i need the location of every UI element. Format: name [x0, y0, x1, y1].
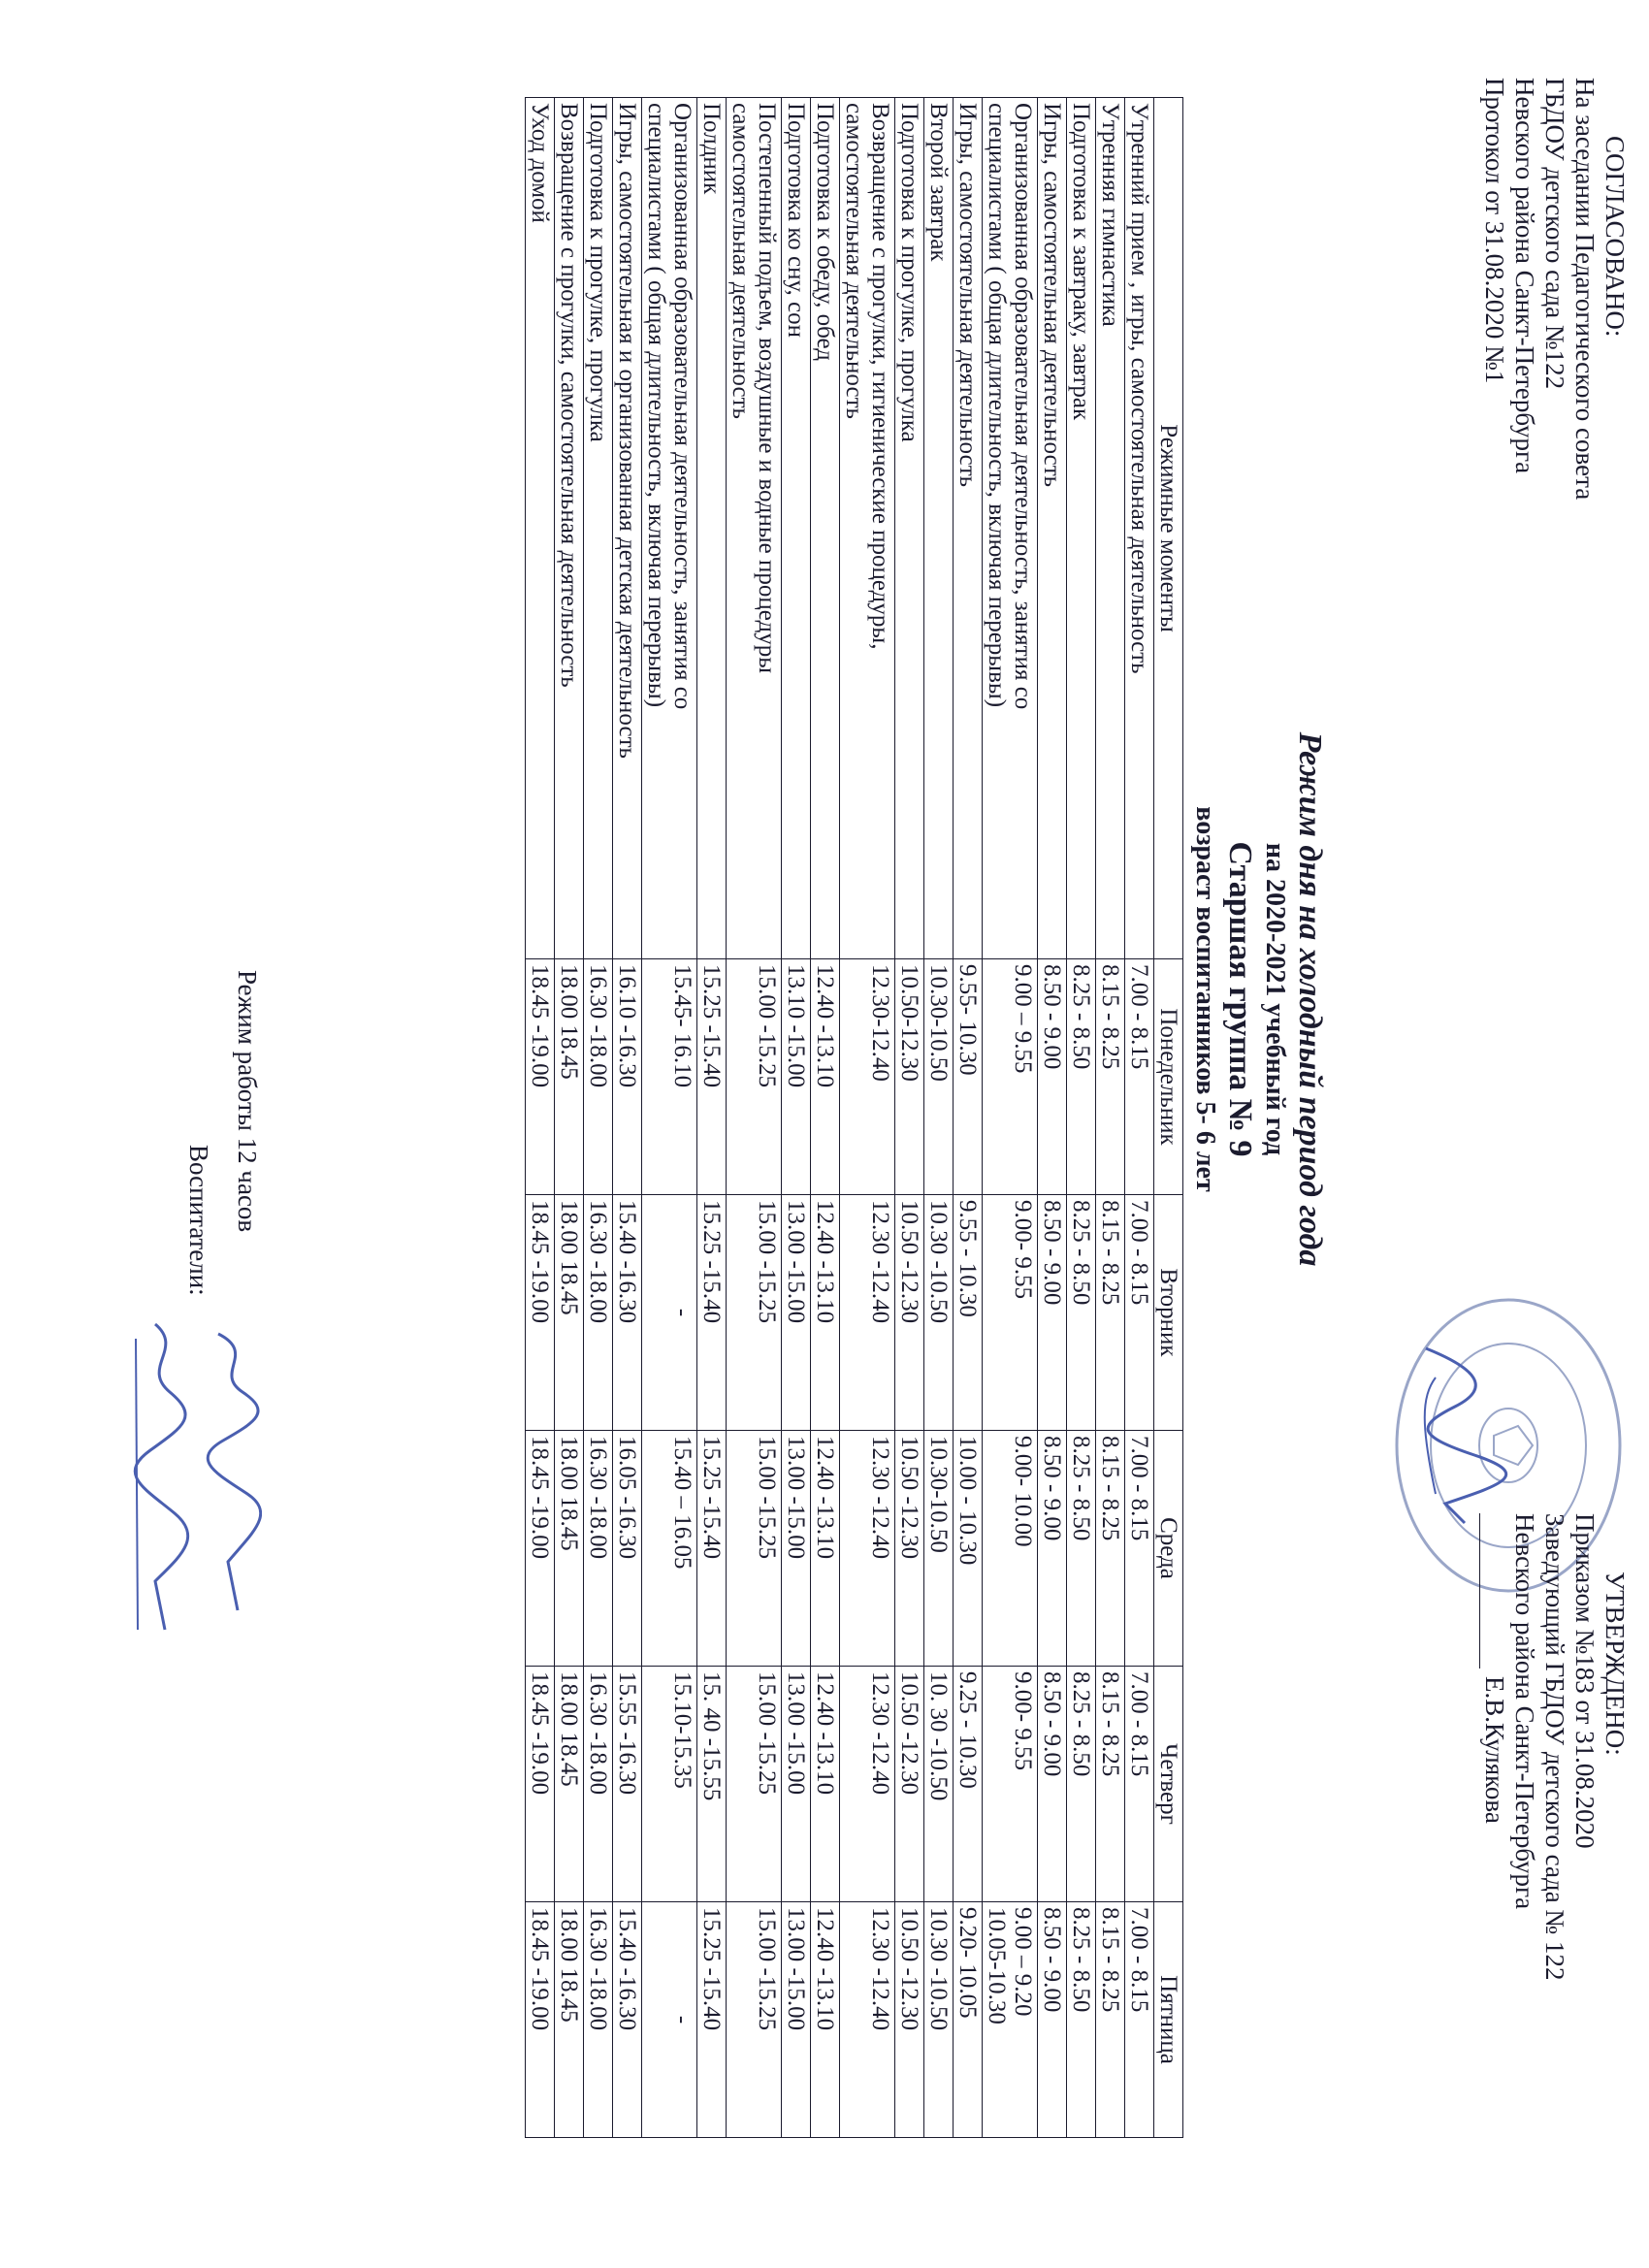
header-cell: Понедельник [1154, 959, 1183, 1195]
table-row [613, 98, 642, 2138]
activity-name: Подготовка к прогулке, прогулка [896, 103, 922, 442]
time-value: 16.10 -16.30 [614, 964, 640, 1088]
time-value: 13.00 -15.00 [783, 1436, 809, 1560]
time-value: 7.00 - 8.15 [1126, 1200, 1152, 1306]
table-row [642, 98, 697, 2138]
agreed-line: Протокол от 31.08.2020 №1 [1480, 78, 1509, 384]
time-cell-thu [1096, 1667, 1125, 1902]
time-cell-fri [811, 1902, 840, 2138]
time-cell-thu [697, 1667, 727, 1902]
time-value: 15.00 -15.25 [754, 1671, 780, 1796]
time-cell-mon [697, 959, 727, 1195]
time-cell-wed [613, 1431, 642, 1667]
time-value: 8.25 - 8.50 [1068, 964, 1094, 1070]
approved-line: Невского района Санкт-Петербурга [1510, 1513, 1539, 1910]
activity-name: Подготовка к прогулке, прогулка [585, 103, 611, 442]
activity-cell [642, 98, 697, 959]
time-value: 15.45- 16.10 [669, 964, 695, 1088]
time-value: 7.00 - 8.15 [1126, 1907, 1152, 2013]
time-cell-fri [584, 1902, 613, 2138]
time-cell-tue [555, 1195, 584, 1431]
time-cell-wed [811, 1431, 840, 1667]
time-value: 15.25 -15.40 [698, 1436, 725, 1560]
time-value: 16.05 -16.30 [614, 1436, 640, 1560]
time-value: 10.50 -12.30 [896, 1436, 922, 1560]
header-cell: Вторник [1154, 1195, 1183, 1431]
activity-name: Подготовка к обеду, обед [812, 103, 838, 362]
table-row [983, 98, 1038, 2138]
time-value: 12.40 -13.10 [812, 1200, 838, 1324]
time-cell-wed [1067, 1431, 1096, 1667]
time-value: 12.30 -12.40 [867, 1671, 893, 1796]
activity-cell [1096, 98, 1125, 959]
time-cell-tue [1125, 1195, 1154, 1431]
table-row [895, 98, 924, 2138]
time-cell-mon [782, 959, 811, 1195]
time-value: 15.00 -15.25 [754, 964, 780, 1088]
time-cell-mon [526, 959, 555, 1195]
activity-cell [727, 98, 782, 959]
time-cell-fri [954, 1902, 983, 2138]
time-value: 8.15 - 8.25 [1097, 964, 1123, 1070]
time-cell-thu [727, 1667, 782, 1902]
activity-name: Возвращение с прогулки, гигиенические процедуры, [867, 103, 893, 650]
table-row [526, 98, 555, 2138]
time-value: 8.50 - 9.00 [1039, 1436, 1065, 1541]
time-cell-fri [555, 1902, 584, 2138]
time-cell-wed [1125, 1431, 1154, 1667]
time-value: 15.10-15.35 [669, 1671, 695, 1789]
time-value: 10.50 -12.30 [896, 1671, 922, 1796]
time-cell-mon [811, 959, 840, 1195]
time-cell-tue [526, 1195, 555, 1431]
time-value: 15.00 -15.25 [754, 1907, 780, 2031]
table-row [924, 98, 954, 2138]
time-cell-tue [727, 1195, 782, 1431]
time-cell-tue [811, 1195, 840, 1431]
table-row [954, 98, 983, 2138]
activity-cell [555, 98, 584, 959]
work-mode-note: Режим работы 12 часов [233, 970, 262, 1233]
table-row [1125, 98, 1154, 2138]
time-cell-tue [924, 1195, 954, 1431]
table-row [782, 98, 811, 2138]
time-value: 12.40 -13.10 [812, 1436, 838, 1560]
time-cell-fri [924, 1902, 954, 2138]
time-cell-mon [584, 959, 613, 1195]
activity-cell [526, 98, 555, 959]
time-value: 13.00 -15.00 [783, 1200, 809, 1324]
time-cell-thu [782, 1667, 811, 1902]
time-value: 18.00 18.45 [556, 1671, 582, 1787]
time-value: 18.00 18.45 [556, 1907, 582, 2023]
time-value: 9.00- 10.00 [1010, 1436, 1036, 1547]
time-value: 9.00 – 9.55 [1010, 964, 1036, 1074]
time-cell-fri [782, 1902, 811, 2138]
time-value: 16.30 -18.00 [585, 1200, 611, 1324]
time-cell-tue [1067, 1195, 1096, 1431]
time-cell-mon [1038, 959, 1067, 1195]
educator-signature-icon [204, 1329, 262, 1620]
header-cell: Режимные моменты [1154, 98, 1183, 959]
signature-underline [1479, 1513, 1480, 1669]
time-value: 12.40 -13.10 [812, 964, 838, 1088]
table-row [1067, 98, 1096, 2138]
time-cell-wed [924, 1431, 954, 1667]
time-cell-fri [1038, 1902, 1067, 2138]
time-cell-fri [642, 1902, 697, 2138]
activity-cell [811, 98, 840, 959]
director-signature-icon [1406, 1339, 1513, 1533]
time-cell-thu [584, 1667, 613, 1902]
time-value: 9.25 - 10.30 [954, 1671, 981, 1789]
time-cell-fri [526, 1902, 555, 2138]
time-value: 9.55- 10.30 [954, 964, 981, 1076]
time-value: 7.00 - 8.15 [1126, 1436, 1152, 1541]
activity-cell [1038, 98, 1067, 959]
time-value: 8.50 - 9.00 [1039, 1200, 1065, 1306]
activity-cell [983, 98, 1038, 959]
time-value: 18.00 18.45 [556, 964, 582, 1080]
time-value: 8.15 - 8.25 [1097, 1200, 1123, 1306]
time-cell-wed [555, 1431, 584, 1667]
time-cell-thu [983, 1667, 1038, 1902]
time-value: 15.40 -16.30 [614, 1200, 640, 1324]
table-row [727, 98, 782, 2138]
time-value: 9.00 – 9.20 [1010, 1907, 1036, 2017]
time-value: 18.45 -19.00 [527, 1671, 553, 1796]
table-row [840, 98, 895, 2138]
time-cell-fri [983, 1902, 1038, 2138]
time-value: 10.50 -12.30 [896, 1907, 922, 2031]
activity-name: Организованная образовательная деятельность, занятия со [1010, 103, 1036, 710]
activity-cell [895, 98, 924, 959]
activity-name-cont: самостоятельная деятельность [841, 103, 867, 419]
time-value: 12.40 -13.10 [812, 1671, 838, 1796]
time-value: 15.25 -15.40 [698, 1200, 725, 1324]
table-row [584, 98, 613, 2138]
activity-name: Постепенный подъем, воздушные и водные процедуры [754, 103, 780, 674]
activity-name: Уход домой [527, 103, 553, 223]
time-cell-mon [1096, 959, 1125, 1195]
time-cell-thu [895, 1667, 924, 1902]
activity-cell [584, 98, 613, 959]
activity-name: Игры, самостоятельная деятельность [954, 103, 981, 488]
time-cell-thu [840, 1667, 895, 1902]
time-cell-fri [1067, 1902, 1096, 2138]
time-cell-wed [782, 1431, 811, 1667]
time-cell-tue [954, 1195, 983, 1431]
title-group: Старшая группа № 9 [1222, 841, 1258, 1157]
time-cell-thu [555, 1667, 584, 1902]
time-cell-tue [697, 1195, 727, 1431]
activity-name: Подготовка к завтраку, завтрак [1068, 103, 1094, 421]
time-value: 8.15 - 8.25 [1097, 1436, 1123, 1541]
time-value: 10.30 -10.50 [925, 1200, 952, 1324]
time-value: 15.40 – 16.05 [669, 1436, 695, 1570]
time-cell-mon [924, 959, 954, 1195]
time-cell-thu [613, 1667, 642, 1902]
activity-name: Подготовка ко сну, сон [783, 103, 809, 338]
time-value: 18.00 18.45 [556, 1436, 582, 1551]
title-line: Режим дня на холодный период года [1292, 731, 1328, 1267]
time-value: 15.25 -15.40 [698, 964, 725, 1088]
time-value: 9.00- 9.55 [1010, 1671, 1036, 1771]
activity-name: Организованная образовательная деятельность, занятия со [669, 103, 695, 710]
time-cell-tue [584, 1195, 613, 1431]
time-value: 18.45 -19.00 [527, 1907, 553, 2031]
time-value: 9.20- 10.05 [954, 1907, 981, 2019]
title-year: на 2020-2021 учебный год [1260, 842, 1290, 1156]
time-value: 18.45 -19.00 [527, 964, 553, 1088]
table-row [1038, 98, 1067, 2138]
time-value: 8.50 - 9.00 [1039, 1671, 1065, 1777]
time-value: 13.10 -15.00 [783, 964, 809, 1088]
time-value: 15.25 -15.40 [698, 1907, 725, 2031]
activity-name: Второй завтрак [925, 103, 952, 262]
agreed-block [1479, 78, 1630, 500]
approved-signer: Е.В.Кулякова [1480, 1676, 1509, 1824]
time-value: 16.30 -18.00 [585, 1436, 611, 1560]
table-row [697, 98, 727, 2138]
activity-cell [954, 98, 983, 959]
table-row [811, 98, 840, 2138]
time-value: 8.15 - 8.25 [1097, 1671, 1123, 1777]
agreed-line: Невского района Санкт-Петербурга [1510, 78, 1539, 474]
time-value: 10.30 -10.50 [925, 1907, 952, 2031]
time-value: 8.25 - 8.50 [1068, 1907, 1094, 2013]
time-cell-wed [983, 1431, 1038, 1667]
agreed-line: ГБДОУ детского сада №122 [1540, 78, 1569, 390]
time-cell-fri [1125, 1902, 1154, 2138]
educators-label: Воспитатели: [184, 1145, 213, 1296]
activity-name: Утренний прием , игры, самостоятельная деятельность [1126, 103, 1152, 674]
activity-name: Возвращение с прогулки, самостоятельная деятельность [556, 103, 582, 688]
educator-signature-icon [126, 1319, 194, 1649]
activity-name: Утренняя гимнастика [1097, 103, 1123, 327]
time-value: 12.40 -13.10 [812, 1907, 838, 2031]
time-cell-wed [1038, 1431, 1067, 1667]
time-cell-fri [1096, 1902, 1125, 2138]
time-cell-thu [526, 1667, 555, 1902]
time-cell-thu [1125, 1667, 1154, 1902]
activity-cell [1067, 98, 1096, 959]
activity-name-cont: специалистами ( общая длительность, включая перерывы) [984, 103, 1010, 708]
title-age: возраст воспитанников 5- 6 лет [1190, 806, 1220, 1192]
activity-cell [840, 98, 895, 959]
time-value: 18.45 -19.00 [527, 1436, 553, 1560]
time-value: 7.00 - 8.15 [1126, 1671, 1152, 1777]
time-value: 8.25 - 8.50 [1068, 1671, 1094, 1777]
table-header-row [1154, 98, 1183, 2138]
time-value: - [669, 1308, 695, 1317]
approved-line: Приказом №183 от 31.08.2020 [1570, 1513, 1600, 1849]
activity-cell [924, 98, 954, 959]
time-cell-wed [895, 1431, 924, 1667]
schedule-table [525, 97, 1183, 2138]
time-value: 9.55 - 10.30 [954, 1200, 981, 1317]
time-cell-tue [1096, 1195, 1125, 1431]
time-value: 13.00 -15.00 [783, 1907, 809, 2031]
time-value: 16.30 -18.00 [585, 964, 611, 1088]
activity-cell [782, 98, 811, 959]
time-cell-tue [613, 1195, 642, 1431]
time-value: - [669, 2015, 695, 2025]
time-value: 8.25 - 8.50 [1068, 1436, 1094, 1541]
time-value: 10.05-10.30 [984, 1907, 1010, 2025]
time-cell-thu [1067, 1667, 1096, 1902]
time-cell-wed [1096, 1431, 1125, 1667]
time-value: 10.50-12.30 [896, 964, 922, 1082]
activity-name: Полдник [698, 103, 725, 195]
time-cell-tue [895, 1195, 924, 1431]
time-cell-mon [983, 959, 1038, 1195]
approved-line: Заведующий ГБДОУ детского сада № 122 [1540, 1513, 1569, 1981]
time-cell-fri [697, 1902, 727, 2138]
document-title [1189, 543, 1329, 1455]
approved-heading: УТВЕРЖДЕНО: [1600, 1571, 1630, 1756]
time-value: 8.25 - 8.50 [1068, 1200, 1094, 1306]
time-cell-wed [526, 1431, 555, 1667]
time-value: 12.30 -12.40 [867, 1907, 893, 2031]
time-value: 8.15 - 8.25 [1097, 1907, 1123, 2013]
header-cell: Среда [1154, 1431, 1183, 1667]
time-cell-mon [840, 959, 895, 1195]
time-cell-mon [895, 959, 924, 1195]
time-cell-mon [1125, 959, 1154, 1195]
time-value: 15.55 -16.30 [614, 1671, 640, 1796]
time-value: 18.45 -19.00 [527, 1200, 553, 1324]
time-cell-mon [727, 959, 782, 1195]
time-cell-wed [642, 1431, 697, 1667]
time-value: 9.00- 9.55 [1010, 1200, 1036, 1300]
time-cell-thu [954, 1667, 983, 1902]
time-cell-wed [840, 1431, 895, 1667]
time-cell-wed [697, 1431, 727, 1667]
time-value: 8.50 - 9.00 [1039, 964, 1065, 1070]
header-cell: Пятница [1154, 1902, 1183, 2138]
time-value: 13.00 -15.00 [783, 1671, 809, 1796]
time-cell-wed [954, 1431, 983, 1667]
approved-block [1479, 1513, 1630, 1980]
time-cell-thu [642, 1667, 697, 1902]
time-value: 15.00 -15.25 [754, 1200, 780, 1324]
activity-cell [1125, 98, 1154, 959]
time-cell-fri [840, 1902, 895, 2138]
agreed-heading: СОГЛАСОВАНО: [1600, 136, 1630, 338]
activity-cell [697, 98, 727, 959]
time-value: 12.30-12.40 [867, 964, 893, 1082]
time-value: 15.40 -16.30 [614, 1907, 640, 2031]
activity-name-cont: самостоятельная деятельность [728, 103, 754, 419]
time-cell-wed [727, 1431, 782, 1667]
time-value: 18.00 18.45 [556, 1200, 582, 1315]
time-cell-thu [811, 1667, 840, 1902]
time-cell-tue [983, 1195, 1038, 1431]
table-row [555, 98, 584, 2138]
time-cell-tue [1038, 1195, 1067, 1431]
time-cell-mon [555, 959, 584, 1195]
time-cell-fri [895, 1902, 924, 2138]
time-cell-thu [924, 1667, 954, 1902]
time-cell-fri [613, 1902, 642, 2138]
header-cell: Четверг [1154, 1667, 1183, 1902]
activity-name-cont: специалистами ( общая длительность, включая перерывы) [643, 103, 669, 708]
time-cell-tue [840, 1195, 895, 1431]
time-cell-thu [1038, 1667, 1067, 1902]
signature-line [1479, 1513, 1509, 1980]
time-cell-mon [954, 959, 983, 1195]
activity-name: Игры, самостоятельная деятельность [1039, 103, 1065, 488]
time-value: 7.00 - 8.15 [1126, 964, 1152, 1070]
time-value: 12.30 -12.40 [867, 1200, 893, 1324]
activity-cell [613, 98, 642, 959]
table-row [1096, 98, 1125, 2138]
activity-name: Игры, самостоятельная и организованная детская деятельность [614, 103, 640, 759]
time-cell-tue [642, 1195, 697, 1431]
time-value: 12.30 -12.40 [867, 1436, 893, 1560]
time-value: 10.30-10.50 [925, 964, 952, 1082]
agreed-line: На заседании Педагогического совета [1570, 78, 1600, 501]
time-cell-fri [727, 1902, 782, 2138]
time-cell-tue [782, 1195, 811, 1431]
time-value: 16.30 -18.00 [585, 1671, 611, 1796]
time-value: 10. 30 -10.50 [925, 1671, 952, 1801]
time-cell-mon [613, 959, 642, 1195]
time-value: 10.50 -12.30 [896, 1200, 922, 1324]
time-cell-mon [642, 959, 697, 1195]
time-value: 16.30 -18.00 [585, 1907, 611, 2031]
time-value: 10.30-10.50 [925, 1436, 952, 1553]
time-cell-mon [1067, 959, 1096, 1195]
time-value: 10.00 - 10.30 [954, 1436, 981, 1566]
time-cell-wed [584, 1431, 613, 1667]
time-value: 15. 40 -15.55 [698, 1671, 725, 1801]
time-value: 15.00 -15.25 [754, 1436, 780, 1560]
time-value: 8.50 - 9.00 [1039, 1907, 1065, 2013]
